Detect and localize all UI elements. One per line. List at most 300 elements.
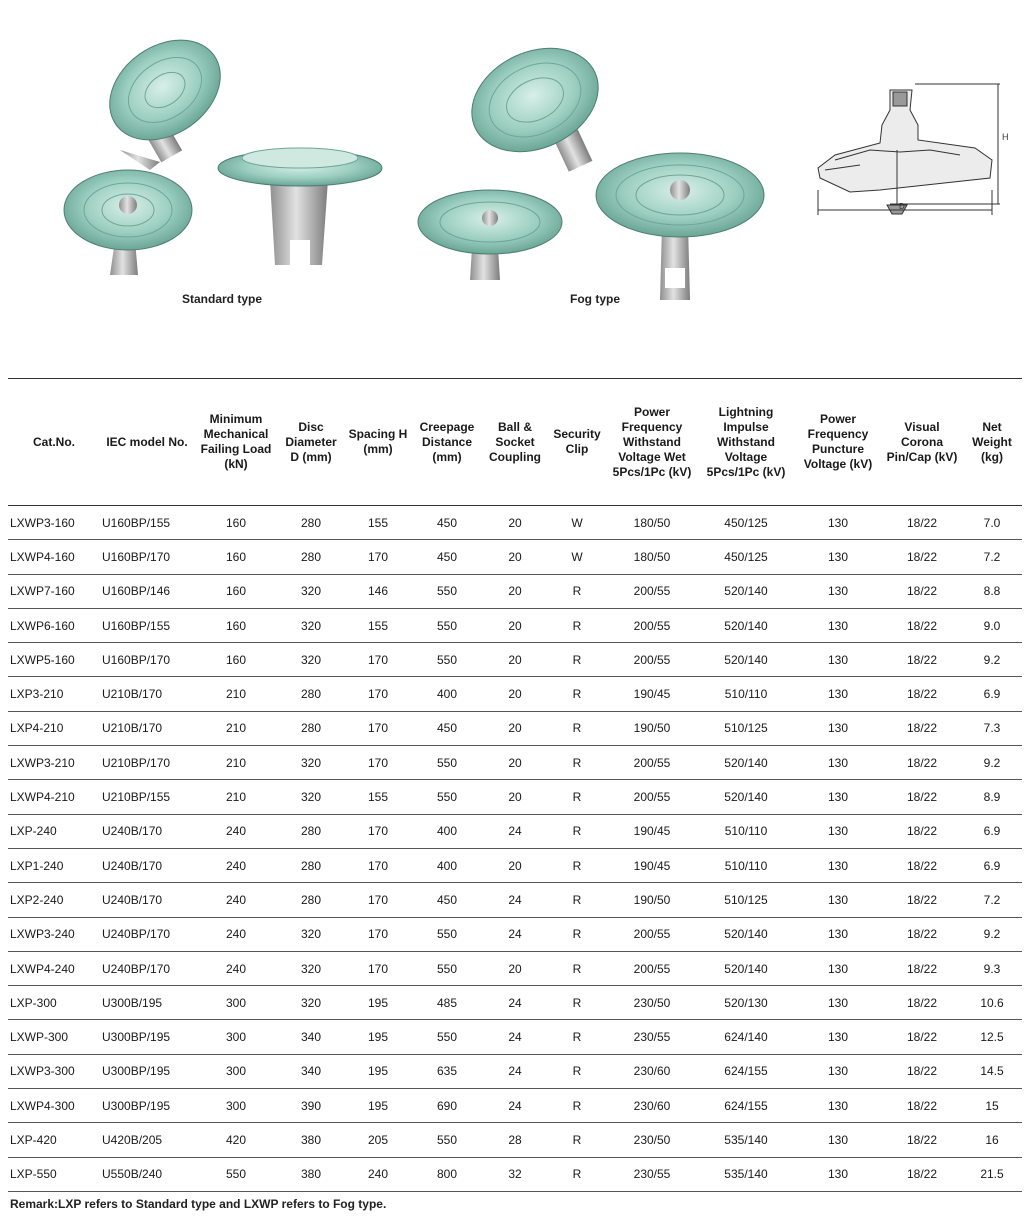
table-cell: U210B/170 bbox=[100, 677, 194, 711]
table-cell: 20 bbox=[482, 574, 548, 608]
table-cell: 170 bbox=[344, 746, 412, 780]
table-body bbox=[8, 506, 1022, 1192]
table-cell: 20 bbox=[482, 643, 548, 677]
table-cell: 18/22 bbox=[882, 1157, 962, 1191]
table-cell: U420B/205 bbox=[100, 1123, 194, 1157]
specification-table bbox=[8, 378, 1022, 1192]
table-row bbox=[8, 986, 1022, 1020]
insulator-photo-fog-3 bbox=[596, 153, 764, 300]
table-cell: 300 bbox=[194, 986, 278, 1020]
column-header: Visual Corona Pin/Cap (kV) bbox=[882, 379, 962, 506]
table-cell: 6.9 bbox=[962, 677, 1022, 711]
table-cell: 485 bbox=[412, 986, 482, 1020]
table-cell: LXWP5-160 bbox=[8, 643, 100, 677]
table-cell: 8.9 bbox=[962, 780, 1022, 814]
table-cell: 240 bbox=[194, 951, 278, 985]
table-cell: 6.9 bbox=[962, 848, 1022, 882]
table-cell: 24 bbox=[482, 883, 548, 917]
table-cell: 240 bbox=[194, 814, 278, 848]
table-cell: 130 bbox=[794, 711, 882, 745]
table-cell: 535/140 bbox=[698, 1123, 794, 1157]
table-row bbox=[8, 780, 1022, 814]
table-cell: 230/50 bbox=[606, 1123, 698, 1157]
table-cell: LXWP4-300 bbox=[8, 1089, 100, 1123]
column-header: Power Frequency Puncture Voltage (kV) bbox=[794, 379, 882, 506]
table-cell: 170 bbox=[344, 917, 412, 951]
table-cell: 130 bbox=[794, 1157, 882, 1191]
table-cell: 300 bbox=[194, 1054, 278, 1088]
table-cell: LXWP7-160 bbox=[8, 574, 100, 608]
column-header: IEC model No. bbox=[100, 379, 194, 506]
table-cell: 550 bbox=[412, 917, 482, 951]
table-row bbox=[8, 848, 1022, 882]
table-cell: LXP2-240 bbox=[8, 883, 100, 917]
table-cell: 550 bbox=[194, 1157, 278, 1191]
table-cell: U160BP/170 bbox=[100, 540, 194, 574]
table-cell: 18/22 bbox=[882, 883, 962, 917]
table-cell: 200/55 bbox=[606, 951, 698, 985]
table-row bbox=[8, 540, 1022, 574]
table-cell: 10.6 bbox=[962, 986, 1022, 1020]
table-cell: 550 bbox=[412, 1123, 482, 1157]
caption-fog-type: Fog type bbox=[570, 292, 620, 306]
table-cell: R bbox=[548, 1157, 606, 1191]
table-row bbox=[8, 1089, 1022, 1123]
table-cell: 520/140 bbox=[698, 608, 794, 642]
table-cell: 624/155 bbox=[698, 1054, 794, 1088]
table-cell: 190/50 bbox=[606, 883, 698, 917]
table-cell: LXP3-210 bbox=[8, 677, 100, 711]
table-cell: R bbox=[548, 1054, 606, 1088]
table-cell: 130 bbox=[794, 540, 882, 574]
table-cell: 14.5 bbox=[962, 1054, 1022, 1088]
table-cell: 450 bbox=[412, 883, 482, 917]
table-cell: 210 bbox=[194, 780, 278, 814]
table-cell: 155 bbox=[344, 608, 412, 642]
table-cell: 18/22 bbox=[882, 986, 962, 1020]
table-cell: 200/55 bbox=[606, 780, 698, 814]
table-cell: 230/55 bbox=[606, 1020, 698, 1054]
table-cell: 18/22 bbox=[882, 814, 962, 848]
table-cell: R bbox=[548, 643, 606, 677]
table-cell: U300B/195 bbox=[100, 986, 194, 1020]
table-cell: 320 bbox=[278, 643, 344, 677]
table-cell: LXWP4-160 bbox=[8, 540, 100, 574]
table-cell: 195 bbox=[344, 986, 412, 1020]
table-cell: 7.2 bbox=[962, 883, 1022, 917]
table-cell: R bbox=[548, 814, 606, 848]
table-cell: 280 bbox=[278, 677, 344, 711]
table-cell: 535/140 bbox=[698, 1157, 794, 1191]
column-header: Cat.No. bbox=[8, 379, 100, 506]
table-cell: 130 bbox=[794, 1123, 882, 1157]
table-cell: LXWP3-210 bbox=[8, 746, 100, 780]
table-cell: 520/130 bbox=[698, 986, 794, 1020]
table-row bbox=[8, 746, 1022, 780]
table-cell: LXWP4-240 bbox=[8, 951, 100, 985]
table-cell: 20 bbox=[482, 540, 548, 574]
table-cell: 520/140 bbox=[698, 574, 794, 608]
table-header-row bbox=[8, 379, 1022, 506]
table-cell: 400 bbox=[412, 677, 482, 711]
insulator-photo-fog-2 bbox=[418, 190, 562, 280]
table-cell: LXWP4-210 bbox=[8, 780, 100, 814]
table-cell: 170 bbox=[344, 643, 412, 677]
table-cell: LXP-240 bbox=[8, 814, 100, 848]
table-row bbox=[8, 1123, 1022, 1157]
table-row bbox=[8, 608, 1022, 642]
table-cell: 390 bbox=[278, 1089, 344, 1123]
table-cell: 170 bbox=[344, 677, 412, 711]
table-cell: U210B/170 bbox=[100, 711, 194, 745]
table-cell: 550 bbox=[412, 643, 482, 677]
table-cell: U210BP/170 bbox=[100, 746, 194, 780]
table-cell: 280 bbox=[278, 848, 344, 882]
table-cell: 18/22 bbox=[882, 574, 962, 608]
column-header: Lightning Impulse Withstand Voltage 5Pcs/1Pc (kV) bbox=[698, 379, 794, 506]
table-cell: 280 bbox=[278, 883, 344, 917]
table-cell: LXP1-240 bbox=[8, 848, 100, 882]
table-cell: U160BP/155 bbox=[100, 608, 194, 642]
table-cell: 18/22 bbox=[882, 1020, 962, 1054]
table-cell: 20 bbox=[482, 951, 548, 985]
table-cell: 20 bbox=[482, 608, 548, 642]
table-cell: 130 bbox=[794, 883, 882, 917]
table-cell: R bbox=[548, 883, 606, 917]
table-cell: 130 bbox=[794, 1089, 882, 1123]
table-cell: U240B/170 bbox=[100, 814, 194, 848]
column-header: Power Frequency Withstand Voltage Wet 5Pcs/1Pc (kV) bbox=[606, 379, 698, 506]
table-cell: 624/155 bbox=[698, 1089, 794, 1123]
table-cell: U550B/240 bbox=[100, 1157, 194, 1191]
table-cell: 6.9 bbox=[962, 814, 1022, 848]
table-cell: 130 bbox=[794, 643, 882, 677]
table-cell: R bbox=[548, 746, 606, 780]
table-cell: 130 bbox=[794, 574, 882, 608]
table-cell: 510/125 bbox=[698, 883, 794, 917]
table-cell: LXP4-210 bbox=[8, 711, 100, 745]
table-cell: 18/22 bbox=[882, 643, 962, 677]
table-row bbox=[8, 1054, 1022, 1088]
table-cell: 340 bbox=[278, 1020, 344, 1054]
table-cell: 240 bbox=[194, 883, 278, 917]
table-cell: 24 bbox=[482, 1089, 548, 1123]
table-cell: 510/125 bbox=[698, 711, 794, 745]
table-cell: 9.2 bbox=[962, 746, 1022, 780]
dimension-label-diameter: D bbox=[899, 202, 905, 211]
table-cell: 190/45 bbox=[606, 848, 698, 882]
table-cell: 510/110 bbox=[698, 848, 794, 882]
table-cell: R bbox=[548, 986, 606, 1020]
table-cell: 450/125 bbox=[698, 540, 794, 574]
table-cell: 130 bbox=[794, 848, 882, 882]
table-cell: R bbox=[548, 711, 606, 745]
table-cell: 200/55 bbox=[606, 746, 698, 780]
table-row bbox=[8, 1157, 1022, 1191]
table-cell: 160 bbox=[194, 574, 278, 608]
table-cell: 130 bbox=[794, 608, 882, 642]
table-cell: LXP-300 bbox=[8, 986, 100, 1020]
table-cell: 520/140 bbox=[698, 746, 794, 780]
table-row bbox=[8, 574, 1022, 608]
table-cell: 18/22 bbox=[882, 608, 962, 642]
table-row bbox=[8, 917, 1022, 951]
table-cell: R bbox=[548, 677, 606, 711]
table-cell: 18/22 bbox=[882, 1123, 962, 1157]
column-header: Minimum Mechanical Failing Load (kN) bbox=[194, 379, 278, 506]
table-cell: 520/140 bbox=[698, 643, 794, 677]
table-cell: 520/140 bbox=[698, 917, 794, 951]
insulator-photo-standard-1 bbox=[91, 20, 240, 170]
insulator-photo-fog-1 bbox=[455, 29, 615, 172]
table-cell: LXWP-300 bbox=[8, 1020, 100, 1054]
table-cell: 280 bbox=[278, 711, 344, 745]
table-cell: 155 bbox=[344, 780, 412, 814]
table-cell: 130 bbox=[794, 917, 882, 951]
table-cell: 300 bbox=[194, 1020, 278, 1054]
table-cell: 146 bbox=[344, 574, 412, 608]
insulator-photo-standard-2 bbox=[64, 170, 192, 275]
table-cell: U240BP/170 bbox=[100, 951, 194, 985]
table-cell: 195 bbox=[344, 1054, 412, 1088]
table-cell: 24 bbox=[482, 1020, 548, 1054]
table-cell: 400 bbox=[412, 848, 482, 882]
table-cell: 160 bbox=[194, 643, 278, 677]
table-row bbox=[8, 1020, 1022, 1054]
table-cell: 550 bbox=[412, 1020, 482, 1054]
table-cell: 7.2 bbox=[962, 540, 1022, 574]
column-header: Creepage Distance (mm) bbox=[412, 379, 482, 506]
table-row bbox=[8, 506, 1022, 540]
table-cell: LXWP6-160 bbox=[8, 608, 100, 642]
table-cell: LXP-550 bbox=[8, 1157, 100, 1191]
table-cell: 18/22 bbox=[882, 677, 962, 711]
table-cell: 28 bbox=[482, 1123, 548, 1157]
table-cell: 320 bbox=[278, 986, 344, 1020]
table-cell: R bbox=[548, 951, 606, 985]
table-cell: 12.5 bbox=[962, 1020, 1022, 1054]
column-header: Security Clip bbox=[548, 379, 606, 506]
table-cell: U160BP/170 bbox=[100, 643, 194, 677]
table-cell: U300BP/195 bbox=[100, 1089, 194, 1123]
table-cell: 210 bbox=[194, 677, 278, 711]
table-cell: 24 bbox=[482, 814, 548, 848]
table-cell: 170 bbox=[344, 883, 412, 917]
table-cell: 400 bbox=[412, 814, 482, 848]
table-cell: 200/55 bbox=[606, 574, 698, 608]
insulator-photo-standard-3 bbox=[218, 148, 382, 268]
table-cell: 20 bbox=[482, 711, 548, 745]
column-header: Net Weight (kg) bbox=[962, 379, 1022, 506]
table-cell: 340 bbox=[278, 1054, 344, 1088]
table-cell: 800 bbox=[412, 1157, 482, 1191]
table-cell: 520/140 bbox=[698, 951, 794, 985]
table-cell: 320 bbox=[278, 951, 344, 985]
table-cell: 170 bbox=[344, 814, 412, 848]
table-cell: 9.0 bbox=[962, 608, 1022, 642]
table-cell: 230/60 bbox=[606, 1089, 698, 1123]
table-cell: 520/140 bbox=[698, 780, 794, 814]
table-cell: 180/50 bbox=[606, 506, 698, 540]
table-row bbox=[8, 643, 1022, 677]
table-cell: R bbox=[548, 780, 606, 814]
table-cell: U240BP/170 bbox=[100, 917, 194, 951]
table-cell: 550 bbox=[412, 574, 482, 608]
table-cell: 190/50 bbox=[606, 711, 698, 745]
table-cell: 210 bbox=[194, 746, 278, 780]
table-cell: 20 bbox=[482, 780, 548, 814]
table-cell: 18/22 bbox=[882, 951, 962, 985]
table-cell: R bbox=[548, 574, 606, 608]
table-cell: 450/125 bbox=[698, 506, 794, 540]
table-cell: 320 bbox=[278, 608, 344, 642]
table-cell: 205 bbox=[344, 1123, 412, 1157]
table-cell: 130 bbox=[794, 1020, 882, 1054]
table-cell: 130 bbox=[794, 986, 882, 1020]
table-cell: 320 bbox=[278, 780, 344, 814]
table-cell: 450 bbox=[412, 506, 482, 540]
table-cell: 170 bbox=[344, 540, 412, 574]
table-cell: 32 bbox=[482, 1157, 548, 1191]
table-row bbox=[8, 951, 1022, 985]
table-cell: R bbox=[548, 1020, 606, 1054]
table-cell: 9.3 bbox=[962, 951, 1022, 985]
table-cell: 18/22 bbox=[882, 780, 962, 814]
table-cell: 20 bbox=[482, 506, 548, 540]
table-cell: 550 bbox=[412, 746, 482, 780]
table-cell: LXWP3-160 bbox=[8, 506, 100, 540]
table-cell: 7.3 bbox=[962, 711, 1022, 745]
table-cell: 160 bbox=[194, 506, 278, 540]
table-cell: 240 bbox=[194, 917, 278, 951]
table-cell: 130 bbox=[794, 814, 882, 848]
table-cell: R bbox=[548, 917, 606, 951]
table-cell: LXP-420 bbox=[8, 1123, 100, 1157]
table-cell: 24 bbox=[482, 1054, 548, 1088]
table-cell: U210BP/155 bbox=[100, 780, 194, 814]
table-cell: 230/55 bbox=[606, 1157, 698, 1191]
table-cell: 18/22 bbox=[882, 540, 962, 574]
table-row bbox=[8, 814, 1022, 848]
table-cell: 550 bbox=[412, 608, 482, 642]
table-cell: U240B/170 bbox=[100, 883, 194, 917]
table-cell: 200/55 bbox=[606, 917, 698, 951]
table-cell: 420 bbox=[194, 1123, 278, 1157]
table-cell: 280 bbox=[278, 540, 344, 574]
table-cell: 130 bbox=[794, 780, 882, 814]
table-cell: 18/22 bbox=[882, 1054, 962, 1088]
table-cell: 18/22 bbox=[882, 1089, 962, 1123]
table-cell: 320 bbox=[278, 746, 344, 780]
table-cell: W bbox=[548, 506, 606, 540]
table-cell: 21.5 bbox=[962, 1157, 1022, 1191]
table-cell: 15 bbox=[962, 1089, 1022, 1123]
table-cell: U240B/170 bbox=[100, 848, 194, 882]
table-cell: 24 bbox=[482, 917, 548, 951]
table-cell: 635 bbox=[412, 1054, 482, 1088]
table-cell: 170 bbox=[344, 848, 412, 882]
table-cell: 170 bbox=[344, 951, 412, 985]
table-cell: U300BP/195 bbox=[100, 1020, 194, 1054]
table-cell: 180/50 bbox=[606, 540, 698, 574]
table-cell: 190/45 bbox=[606, 677, 698, 711]
table-cell: U160BP/155 bbox=[100, 506, 194, 540]
column-header: Disc Diameter D (mm) bbox=[278, 379, 344, 506]
table-cell: 160 bbox=[194, 608, 278, 642]
table-cell: 130 bbox=[794, 951, 882, 985]
dimension-label-height: H bbox=[1002, 132, 1009, 142]
table-cell: 18/22 bbox=[882, 917, 962, 951]
table-cell: 18/22 bbox=[882, 506, 962, 540]
table-cell: 320 bbox=[278, 917, 344, 951]
table-cell: 200/55 bbox=[606, 608, 698, 642]
table-cell: 160 bbox=[194, 540, 278, 574]
table-cell: 130 bbox=[794, 1054, 882, 1088]
table-cell: LXWP3-240 bbox=[8, 917, 100, 951]
table-cell: 190/45 bbox=[606, 814, 698, 848]
table-cell: 9.2 bbox=[962, 917, 1022, 951]
table-cell: 550 bbox=[412, 951, 482, 985]
table-cell: 24 bbox=[482, 986, 548, 1020]
table-cell: 240 bbox=[194, 848, 278, 882]
table-cell: 230/60 bbox=[606, 1054, 698, 1088]
table-cell: LXWP3-300 bbox=[8, 1054, 100, 1088]
caption-standard-type: Standard type bbox=[182, 292, 263, 306]
table-cell: R bbox=[548, 1123, 606, 1157]
table-row bbox=[8, 677, 1022, 711]
table-cell: 195 bbox=[344, 1020, 412, 1054]
table-cell: 16 bbox=[962, 1123, 1022, 1157]
table-cell: 240 bbox=[344, 1157, 412, 1191]
table-row bbox=[8, 883, 1022, 917]
table-cell: 510/110 bbox=[698, 677, 794, 711]
table-cell: 230/50 bbox=[606, 986, 698, 1020]
table-cell: 8.8 bbox=[962, 574, 1022, 608]
table-cell: 18/22 bbox=[882, 746, 962, 780]
table-cell: 510/110 bbox=[698, 814, 794, 848]
table-cell: 280 bbox=[278, 814, 344, 848]
column-header: Ball & Socket Coupling bbox=[482, 379, 548, 506]
table-cell: R bbox=[548, 608, 606, 642]
table-cell: 130 bbox=[794, 677, 882, 711]
table-cell: 320 bbox=[278, 574, 344, 608]
table-cell: 200/55 bbox=[606, 643, 698, 677]
table-cell: 155 bbox=[344, 506, 412, 540]
table-row bbox=[8, 711, 1022, 745]
table-cell: 170 bbox=[344, 711, 412, 745]
table-cell: 20 bbox=[482, 848, 548, 882]
table-cell: R bbox=[548, 848, 606, 882]
table-cell: 380 bbox=[278, 1123, 344, 1157]
table-cell: 300 bbox=[194, 1089, 278, 1123]
table-cell: 624/140 bbox=[698, 1020, 794, 1054]
table-cell: 690 bbox=[412, 1089, 482, 1123]
table-cell: 450 bbox=[412, 711, 482, 745]
table-cell: 450 bbox=[412, 540, 482, 574]
table-cell: 130 bbox=[794, 506, 882, 540]
table-cell: 20 bbox=[482, 677, 548, 711]
table-cell: 7.0 bbox=[962, 506, 1022, 540]
table-cell: R bbox=[548, 1089, 606, 1123]
column-header: Spacing H (mm) bbox=[344, 379, 412, 506]
dimension-drawing bbox=[818, 84, 1000, 215]
table-cell: U300BP/195 bbox=[100, 1054, 194, 1088]
product-photos bbox=[0, 0, 1030, 340]
table-cell: 130 bbox=[794, 746, 882, 780]
table-cell: 380 bbox=[278, 1157, 344, 1191]
table-cell: 550 bbox=[412, 780, 482, 814]
table-cell: W bbox=[548, 540, 606, 574]
